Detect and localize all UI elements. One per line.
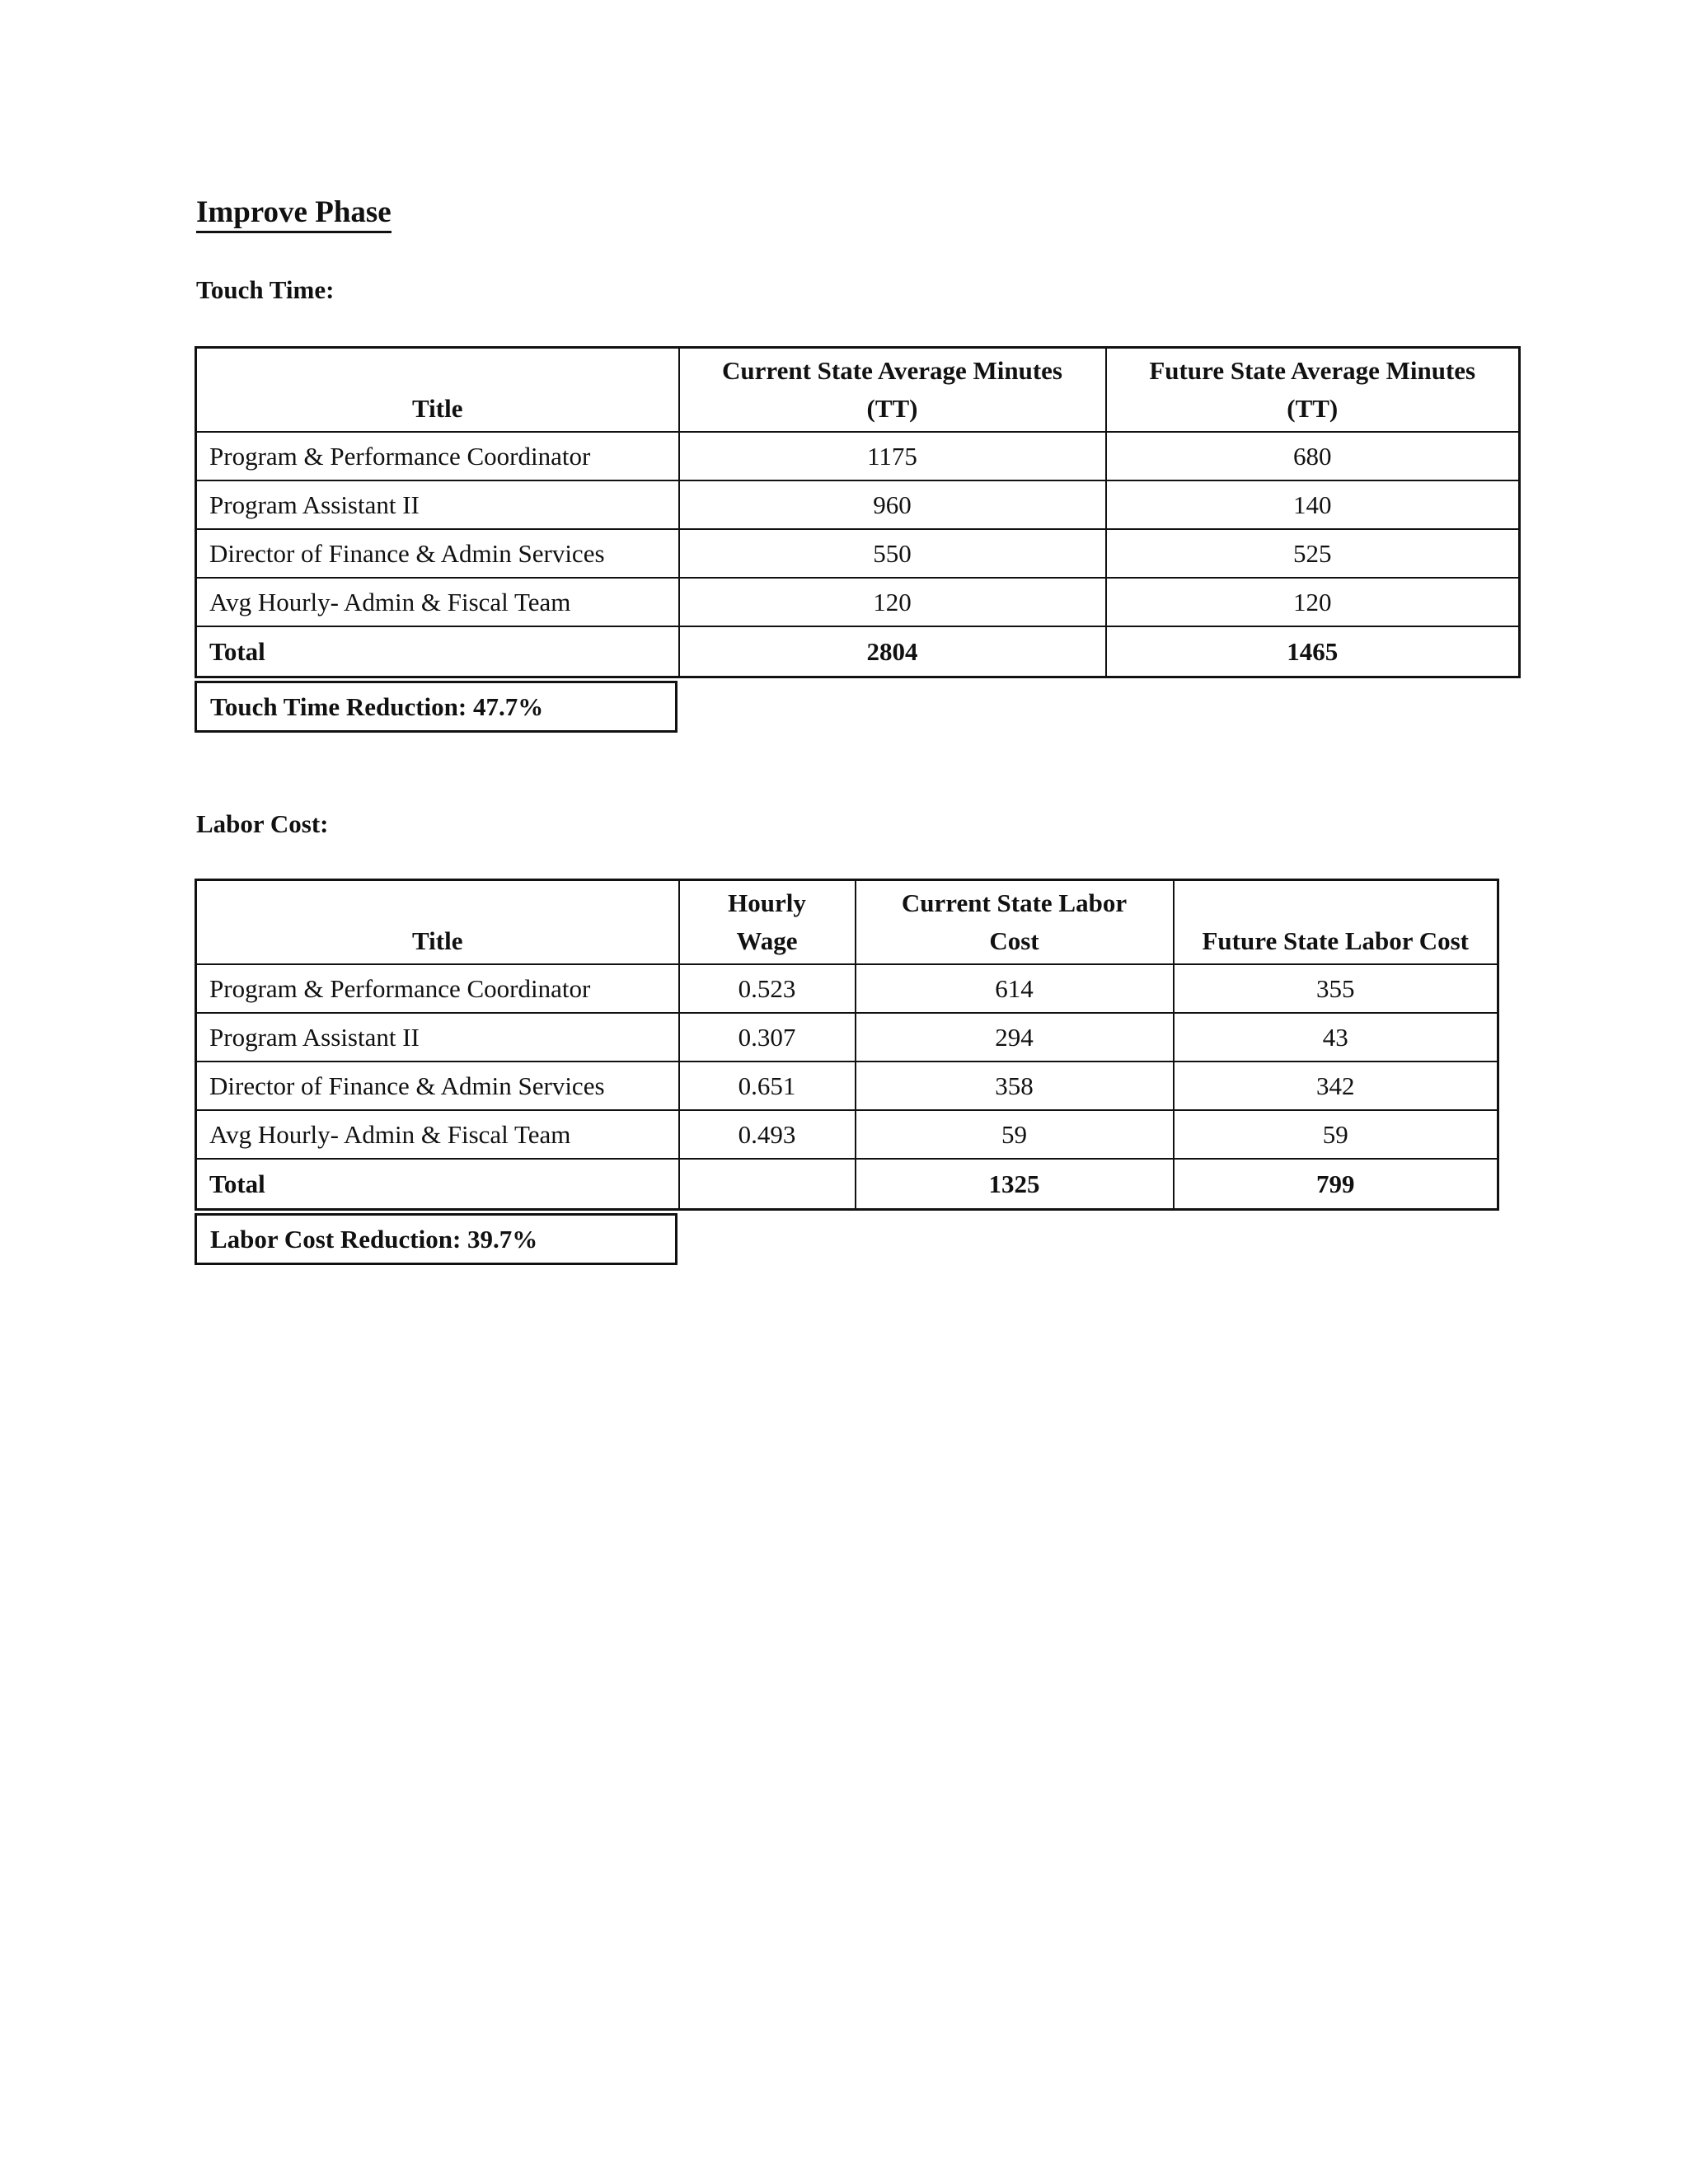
current-labor-cost: 358 [856,1062,1174,1110]
current-labor-cost: 59 [856,1110,1174,1159]
header-line: Current State Labor [901,888,1128,917]
row-title: Program Assistant II [196,480,679,529]
column-header-wage [679,880,856,965]
touch-time-table [195,346,1521,678]
column-header-future [1174,880,1498,965]
row-title: Program Assistant II [196,1013,679,1062]
total-future-labor-cost: 799 [1174,1159,1498,1210]
table-row [196,432,1520,480]
column-header-title [196,348,679,433]
future-minutes: 120 [1106,578,1520,626]
column-header-current [679,348,1106,433]
header-line: (TT) [1287,394,1339,423]
table-header-row [196,348,1520,433]
total-current-minutes: 2804 [679,626,1106,677]
total-current-labor-cost: 1325 [856,1159,1174,1210]
future-labor-cost: 342 [1174,1062,1498,1110]
labor-cost-table [195,879,1499,1211]
header-line: Current State Average Minutes [722,356,1062,385]
total-row [196,1159,1498,1210]
future-minutes: 525 [1106,529,1520,578]
total-row [196,626,1520,677]
header-line: Hourly [728,888,806,917]
table-row [196,578,1520,626]
page-title: Improve Phase [196,194,392,233]
column-header-current [856,880,1174,965]
future-labor-cost: 43 [1174,1013,1498,1062]
hourly-wage: 0.523 [679,964,856,1013]
table-row [196,529,1520,578]
row-title: Program & Performance Coordinator [196,432,679,480]
row-title: Avg Hourly- Admin & Fiscal Team [196,578,679,626]
touch-time-reduction: Touch Time Reduction: 47.7% [195,681,678,733]
total-label: Total [196,626,679,677]
current-minutes: 120 [679,578,1106,626]
future-minutes: 140 [1106,480,1520,529]
hourly-wage: 0.651 [679,1062,856,1110]
current-minutes: 550 [679,529,1106,578]
row-title: Program & Performance Coordinator [196,964,679,1013]
header-text: Title [412,926,463,955]
future-minutes: 680 [1106,432,1520,480]
touch-time-heading: Touch Time: [196,275,335,304]
current-minutes: 960 [679,480,1106,529]
row-title: Avg Hourly- Admin & Fiscal Team [196,1110,679,1159]
header-text: Future State Labor Cost [1202,926,1469,955]
header-line: (TT) [866,394,918,423]
total-label: Total [196,1159,679,1210]
table-row [196,1110,1498,1159]
future-labor-cost: 355 [1174,964,1498,1013]
header-line: Future State Average Minutes [1149,356,1476,385]
table-row [196,964,1498,1013]
labor-cost-heading: Labor Cost: [196,809,329,838]
hourly-wage: 0.493 [679,1110,856,1159]
row-title: Director of Finance & Admin Services [196,529,679,578]
labor-cost-reduction: Labor Cost Reduction: 39.7% [195,1213,678,1265]
current-minutes: 1175 [679,432,1106,480]
header-text: Title [412,394,463,423]
table-header-row [196,880,1498,965]
table-row [196,1062,1498,1110]
total-future-minutes: 1465 [1106,626,1520,677]
future-labor-cost: 59 [1174,1110,1498,1159]
total-hourly-wage [679,1159,856,1210]
header-line: Wage [736,926,798,955]
current-labor-cost: 294 [856,1013,1174,1062]
header-line: Cost [989,926,1039,955]
hourly-wage: 0.307 [679,1013,856,1062]
row-title: Director of Finance & Admin Services [196,1062,679,1110]
column-header-title [196,880,679,965]
table-row [196,480,1520,529]
current-labor-cost: 614 [856,964,1174,1013]
table-row [196,1013,1498,1062]
column-header-future [1106,348,1520,433]
